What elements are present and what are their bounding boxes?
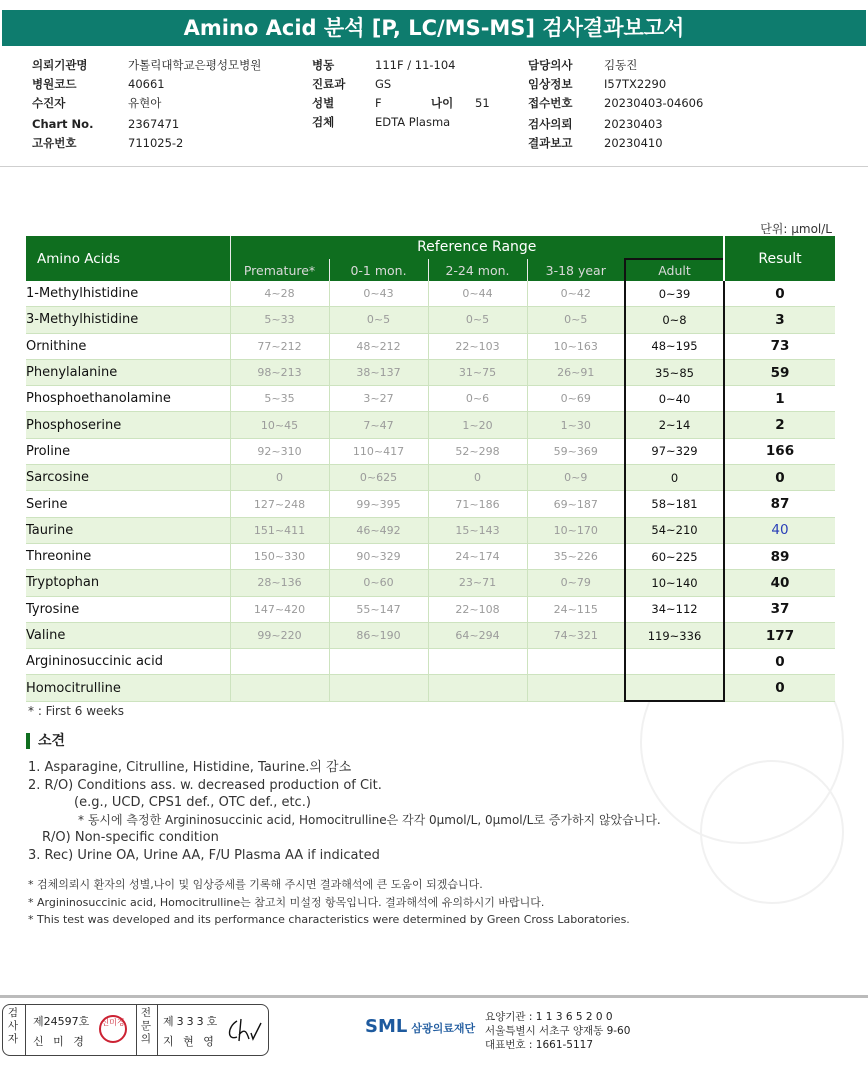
table-row [26,675,835,701]
adult-range-cell: 97~329 [625,438,724,464]
reference-range-cell: 0~43 [329,281,428,307]
reference-range-cell: 151~411 [230,517,329,543]
reference-range-cell: 127~248 [230,491,329,517]
reference-range-cell [428,675,527,701]
value-ward: 111F / 11-104 [375,58,456,72]
reference-range-cell: 0~44 [428,281,527,307]
table-row [26,596,835,622]
adult-range-cell: 34~112 [625,596,724,622]
adult-range-cell: 35~85 [625,359,724,385]
finding-line: R/O) Non-specific condition [42,830,219,845]
label-hospital-code: 병원코드 [32,77,77,91]
lab-name: 삼광의료재단 [411,1022,476,1035]
reference-range-cell: 71~186 [428,491,527,517]
reference-range-cell: 0~79 [527,570,625,596]
reference-range-cell: 26~91 [527,359,625,385]
examiner-license: 제24597호 [33,1015,90,1028]
reference-range-cell: 52~298 [428,438,527,464]
result-cell: 177 [724,622,835,648]
signature-box [2,1004,269,1056]
report-title: Amino Acid 분석 [P, LC/MS-MS] 검사결과보고서 [2,10,866,46]
reference-range-cell: 23~71 [428,570,527,596]
table-row [26,281,835,307]
amino-acid-name: Serine [26,491,230,517]
amino-acid-name: Argininosuccinic acid [26,649,230,675]
note-line: * Argininosuccinic acid, Homocitrulline는 참고치 미설정 항목입니다. 결과해석에 유의하시기 바랍니다. [28,895,545,909]
reference-range-cell: 3~27 [329,386,428,412]
table-row [26,465,835,491]
value-receipt-no: 20230403-04606 [604,96,704,110]
result-cell: 87 [724,491,835,517]
reference-range-cell: 24~115 [527,596,625,622]
reference-range-cell: 55~147 [329,596,428,622]
table-row [26,543,835,569]
amino-acid-name: Sarcosine [26,465,230,491]
label-report-date: 결과보고 [528,136,573,150]
value-sex: F [375,96,382,110]
reference-range-cell: 24~174 [428,543,527,569]
table-row [26,359,835,385]
result-cell: 0 [724,281,835,307]
note-line: * 검체의뢰시 환자의 성별,나이 및 임상증세를 기록해 주시면 결과해석에 큰 도움이 되겠습니다. [28,878,483,891]
result-cell: 37 [724,596,835,622]
label-age: 나이 [431,96,454,110]
result-cell: 0 [724,465,835,491]
specialist-license: 제333호 [163,1015,221,1028]
reference-range-cell: 0~69 [527,386,625,412]
result-cell: 40 [724,570,835,596]
header-col3 [528,56,703,153]
table-row [26,649,835,675]
sml-logo-text: SML [365,1016,408,1037]
lab-address: 서울특별시 서초구 양재동 9-60 [485,1025,631,1037]
adult-range-cell: 10~140 [625,570,724,596]
result-cell: 59 [724,359,835,385]
note-line: * This test was developed and its performance characteristics were determined by Green Cross Laboratories. [28,913,630,926]
reference-range-cell [527,675,625,701]
adult-range-cell: 60~225 [625,543,724,569]
reference-range-cell: 150~330 [230,543,329,569]
value-specimen: EDTA Plasma [375,115,451,129]
amino-acid-name: Ornithine [26,333,230,359]
value-clinical-info: I57TX2290 [604,77,667,91]
result-cell: 40 [724,517,835,543]
value-request-date: 20230403 [604,117,663,131]
specialist-signature [225,1015,263,1045]
header-premature: Premature* [230,259,329,281]
reference-range-cell [329,649,428,675]
finding-line: 2. R/O) Conditions ass. w. decreased production of Cit. [28,777,382,793]
reference-range-cell: 5~35 [230,386,329,412]
reference-range-cell: 31~75 [428,359,527,385]
label-doctor: 담당의사 [528,58,573,72]
lab-info [485,1010,630,1052]
table-row [26,438,835,464]
result-cell: 2 [724,412,835,438]
label-clinical-info: 임상정보 [528,77,573,91]
value-patient: 유현아 [128,96,162,110]
reference-range-cell: 38~137 [329,359,428,385]
adult-range-cell: 2~14 [625,412,724,438]
label-chart-no: Chart No. [32,117,94,131]
label-request-date: 검사의뢰 [528,117,573,131]
result-cell: 1 [724,386,835,412]
notes [28,876,630,929]
amino-acid-name: Phosphoethanolamine [26,386,230,412]
finding-line: (e.g., UCD, CPS1 def., OTC def., etc.) [74,795,311,810]
reference-range-cell: 0~625 [329,465,428,491]
label-institution: 의뢰기관명 [32,58,88,72]
adult-range-cell: 58~181 [625,491,724,517]
header-col1 [32,56,261,153]
amino-acid-table [26,236,835,702]
adult-range-cell: 54~210 [625,517,724,543]
header-2-24-mon: 2-24 mon. [428,259,527,281]
amino-acid-name: 1-Methylhistidine [26,281,230,307]
header-reference-range: Reference Range [230,236,724,259]
label-department: 진료과 [312,77,346,91]
header-result: Result [724,236,835,281]
amino-acid-name: 3-Methylhistidine [26,307,230,333]
label-unique-no: 고유번호 [32,136,77,150]
amino-acid-name: Phosphoserine [26,412,230,438]
examiner-label: 검 사 자 [7,1007,19,1045]
reference-range-cell: 0~5 [527,307,625,333]
lab-phone: 대표번호 : 1661-5117 [485,1039,594,1051]
header-col2 [312,56,490,132]
table-row [26,491,835,517]
amino-acid-name: Threonine [26,543,230,569]
adult-range-cell: 0 [625,465,724,491]
adult-range-cell: 0~39 [625,281,724,307]
reference-range-cell: 7~47 [329,412,428,438]
table-row [26,622,835,648]
table-footnote: * : First 6 weeks [28,704,124,718]
result-cell: 166 [724,438,835,464]
amino-acid-name: Valine [26,622,230,648]
result-cell: 0 [724,649,835,675]
divider [157,1005,158,1055]
reference-range-cell [527,649,625,675]
examiner-name: 신 미 경 [33,1035,87,1048]
specialist-name: 지 현 영 [163,1035,217,1048]
amino-acid-name: Proline [26,438,230,464]
reference-range-cell: 86~190 [329,622,428,648]
reference-range-cell: 0~9 [527,465,625,491]
reference-range-cell: 59~369 [527,438,625,464]
adult-range-cell: 0~8 [625,307,724,333]
reference-range-cell: 90~329 [329,543,428,569]
label-ward: 병동 [312,58,335,72]
findings-title: 소견 [26,733,65,749]
reference-range-cell: 28~136 [230,570,329,596]
reference-range-cell [230,675,329,701]
table-row [26,333,835,359]
value-unique-no: 711025-2 [128,136,184,150]
reference-range-cell: 99~395 [329,491,428,517]
value-chart-no: 2367471 [128,117,180,131]
header-3-18-year: 3-18 year [527,259,625,281]
value-institution: 가톨릭대학교은평성모병원 [128,58,262,72]
reference-range-cell: 1~20 [428,412,527,438]
label-sex: 성별 [312,96,335,110]
report-footer [0,995,868,1068]
reference-range-cell: 4~28 [230,281,329,307]
table-row [26,517,835,543]
finding-line: * 동시에 측정한 Argininosuccinic acid, Homocitrulline은 각각 0μmol/L, 0μmol/L로 증가하지 않았습니다. [78,812,661,827]
reference-range-cell: 48~212 [329,333,428,359]
reference-range-cell: 0~6 [428,386,527,412]
reference-range-cell: 0~60 [329,570,428,596]
reference-range-cell: 10~170 [527,517,625,543]
label-patient: 수진자 [32,96,66,110]
reference-range-cell: 69~187 [527,491,625,517]
header-amino-acids: Amino Acids [26,236,230,281]
result-cell: 3 [724,307,835,333]
amino-acid-name: Phenylalanine [26,359,230,385]
amino-acid-name: Tryptophan [26,570,230,596]
reference-range-cell: 10~45 [230,412,329,438]
reference-range-cell [428,649,527,675]
amino-acid-name: Tyrosine [26,596,230,622]
result-cell: 0 [724,675,835,701]
table-row [26,570,835,596]
header-adult: Adult [625,259,724,281]
reference-range-cell [329,675,428,701]
finding-line: 3. Rec) Urine OA, Urine AA, F/U Plasma AA if indicated [28,847,380,863]
table-row [26,307,835,333]
header-divider [0,166,868,167]
reference-range-cell: 35~226 [527,543,625,569]
findings-text [28,759,661,864]
result-cell: 73 [724,333,835,359]
reference-range-cell: 46~492 [329,517,428,543]
label-receipt-no: 접수번호 [528,96,573,110]
value-hospital-code: 40661 [128,77,165,91]
reference-range-cell: 0 [230,465,329,491]
specialist-label: 전 문 의 [140,1007,152,1045]
amino-acid-name: Homocitrulline [26,675,230,701]
amino-acid-name: Taurine [26,517,230,543]
unit-label: 단위: μmol/L [760,222,832,236]
reference-range-cell: 0~42 [527,281,625,307]
label-specimen: 검체 [312,115,335,129]
reference-range-cell: 0 [428,465,527,491]
adult-range-cell: 119~336 [625,622,724,648]
reference-range-cell: 10~163 [527,333,625,359]
reference-range-cell: 15~143 [428,517,527,543]
reference-range-cell: 0~5 [329,307,428,333]
reference-range-cell: 64~294 [428,622,527,648]
reference-range-cell: 22~103 [428,333,527,359]
adult-range-cell: 0~40 [625,386,724,412]
lab-logo [365,1016,475,1037]
divider [136,1005,137,1055]
reference-range-cell [230,649,329,675]
adult-range-cell: 48~195 [625,333,724,359]
reference-range-cell: 0~5 [428,307,527,333]
reference-range-cell: 110~417 [329,438,428,464]
result-cell: 89 [724,543,835,569]
reference-range-cell: 98~213 [230,359,329,385]
table-row [26,412,835,438]
reference-range-cell: 1~30 [527,412,625,438]
examiner-seal: 신미경 [99,1015,127,1043]
table-row [26,386,835,412]
reference-range-cell: 99~220 [230,622,329,648]
value-doctor: 김동진 [604,58,638,72]
watermark-shape [700,760,844,904]
value-report-date: 20230410 [604,136,663,150]
adult-range-cell [625,675,724,701]
reference-range-cell: 77~212 [230,333,329,359]
lab-code: 요양기관 : 1 1 3 6 5 2 0 0 [485,1011,613,1023]
reference-range-cell: 22~108 [428,596,527,622]
finding-line: 1. Asparagine, Citrulline, Histidine, Taurine.의 감소 [28,760,352,775]
reference-range-cell: 147~420 [230,596,329,622]
header-0-1-mon: 0-1 mon. [329,259,428,281]
value-department: GS [375,77,392,91]
reference-range-cell: 74~321 [527,622,625,648]
reference-range-cell: 92~310 [230,438,329,464]
reference-range-cell: 5~33 [230,307,329,333]
adult-range-cell [625,649,724,675]
divider [25,1005,26,1055]
value-age: 51 [475,96,490,110]
